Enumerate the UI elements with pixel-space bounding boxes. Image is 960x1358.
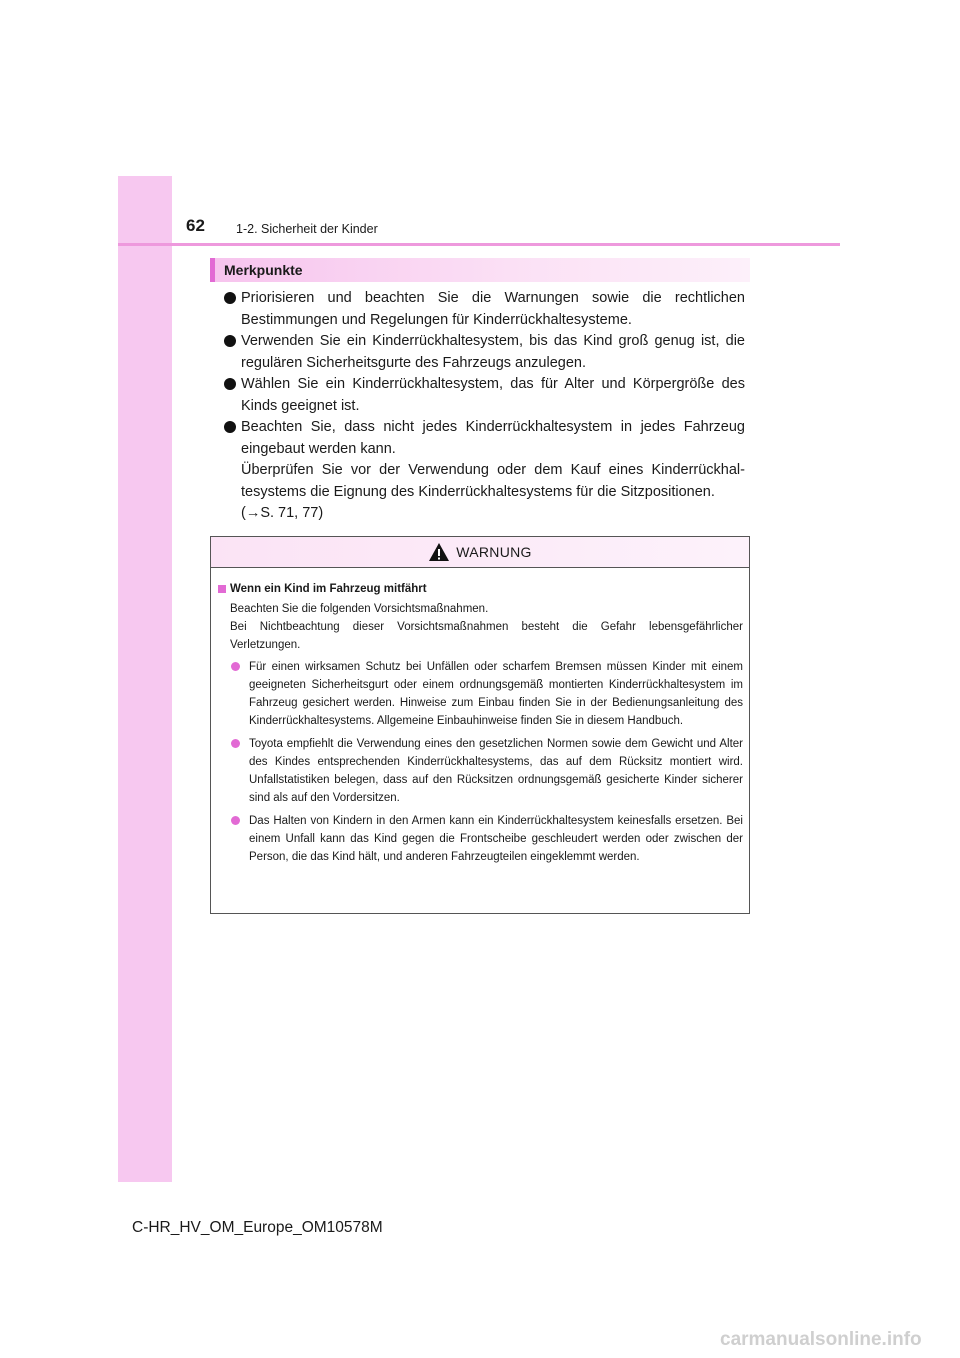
warning-item <box>218 735 743 807</box>
warning-body <box>211 568 749 866</box>
bullet-icon <box>224 378 236 390</box>
warning-item-text: Toyota empfiehlt die Verwendung eines den gesetzlichen Normen sowie dem Gewicht und Alter des Kindes entsprechenden Kinderrückhaltesystems, das auf dem Rücksitz montiert wird. Unfallstatistiken belegen, dass auf den Rücksitzen ordnungsgemäß gesicherte Kinder sicherer sind als auf den Vordersitzen. <box>249 738 743 804</box>
warning-item-text: Für einen wirksamen Schutz bei Unfällen oder scharfem Bremsen müssen Kinder mit einem geeigneten Sicherheitsgurt oder einem ordnungsgemäß montierten Kinderrückhaltesystem im Fahrzeug gesichert werden. Hinweise zum Einbau finden Sie in der Bedienungsanleitung des Kinderrückhaltesystems. Allgemeine Einbauhinweise finden Sie in diesem Handbuch. <box>249 661 743 727</box>
merkpunkte-text: Beachten Sie, dass nicht jedes Kinderrückhaltesystem in jedes Fahrzeug eingebaut werden kann. <box>241 419 745 457</box>
page-reference: (→S. 71, 77) <box>241 505 324 521</box>
warning-title: WARNUNG <box>456 544 532 560</box>
bullet-icon <box>231 739 240 748</box>
side-color-band <box>118 176 172 1182</box>
warning-item <box>218 658 743 730</box>
warning-intro-line: Beachten Sie die folgenden Vorsichtsmaßnahmen. <box>230 603 489 615</box>
merkpunkte-item <box>210 288 745 331</box>
bullet-icon <box>224 292 236 304</box>
warning-item <box>218 812 743 866</box>
bullet-icon <box>231 662 240 671</box>
warning-intro-line: Bei Nichtbeachtung dieser Vorsichtsmaßnahmen besteht die Gefahr lebensgefährlicher Verletzungen. <box>230 621 743 651</box>
merkpunkte-text: Überprüfen Sie vor der Verwendung oder dem Kauf eines Kinderrückhaltesystems die Eignung des Kinderrückhaltesystems für die Sitzpositionen. <box>241 462 745 500</box>
warning-intro <box>230 600 743 654</box>
bullet-icon <box>224 421 236 433</box>
warning-heading-text: Wenn ein Kind im Fahrzeug mitfährt <box>230 583 427 595</box>
header-rule <box>118 243 840 246</box>
merkpunkte-title: Merkpunkte <box>210 258 750 282</box>
merkpunkte-list <box>210 288 745 525</box>
bullet-icon <box>224 335 236 347</box>
watermark: carmanualsonline.info <box>720 1329 922 1350</box>
square-bullet-icon <box>218 585 226 593</box>
warning-header <box>211 537 749 568</box>
merkpunkte-item <box>210 374 745 417</box>
section-title: 1-2. Sicherheit der Kinder <box>236 222 378 236</box>
merkpunkte-text: Priorisieren und beachten Sie die Warnungen sowie die rechtlichen Bestimmungen und Regelungen für Kinderrückhaltesysteme. <box>241 290 745 328</box>
warning-list <box>218 658 743 866</box>
page-number: 62 <box>186 216 205 235</box>
warning-triangle-icon <box>428 542 450 562</box>
warning-heading <box>218 581 743 597</box>
warning-item-text: Das Halten von Kindern in den Armen kann ein Kinderrückhaltesystem keinesfalls ersetzen. Bei einem Unfall kann das Kind gegen die Frontscheibe geschleudert werden oder zwischen der Person, die das Kind hält, und anderen Fahrzeugteilen eingeklemmt werden. <box>249 815 743 863</box>
merkpunkte-item <box>210 417 745 525</box>
merkpunkte-text: Wählen Sie ein Kinderrückhaltesystem, das für Alter und Körpergröße des Kinds geeignet ist. <box>241 376 745 414</box>
bullet-icon <box>231 816 240 825</box>
warning-box <box>210 536 750 914</box>
merkpunkte-text: Verwenden Sie ein Kinderrückhaltesystem, bis das Kind groß genug ist, die regulären Sicherheitsgurte des Fahrzeugs anzulegen. <box>241 333 745 371</box>
document-code: C-HR_HV_OM_Europe_OM10578M <box>132 1219 383 1236</box>
merkpunkte-item <box>210 331 745 374</box>
